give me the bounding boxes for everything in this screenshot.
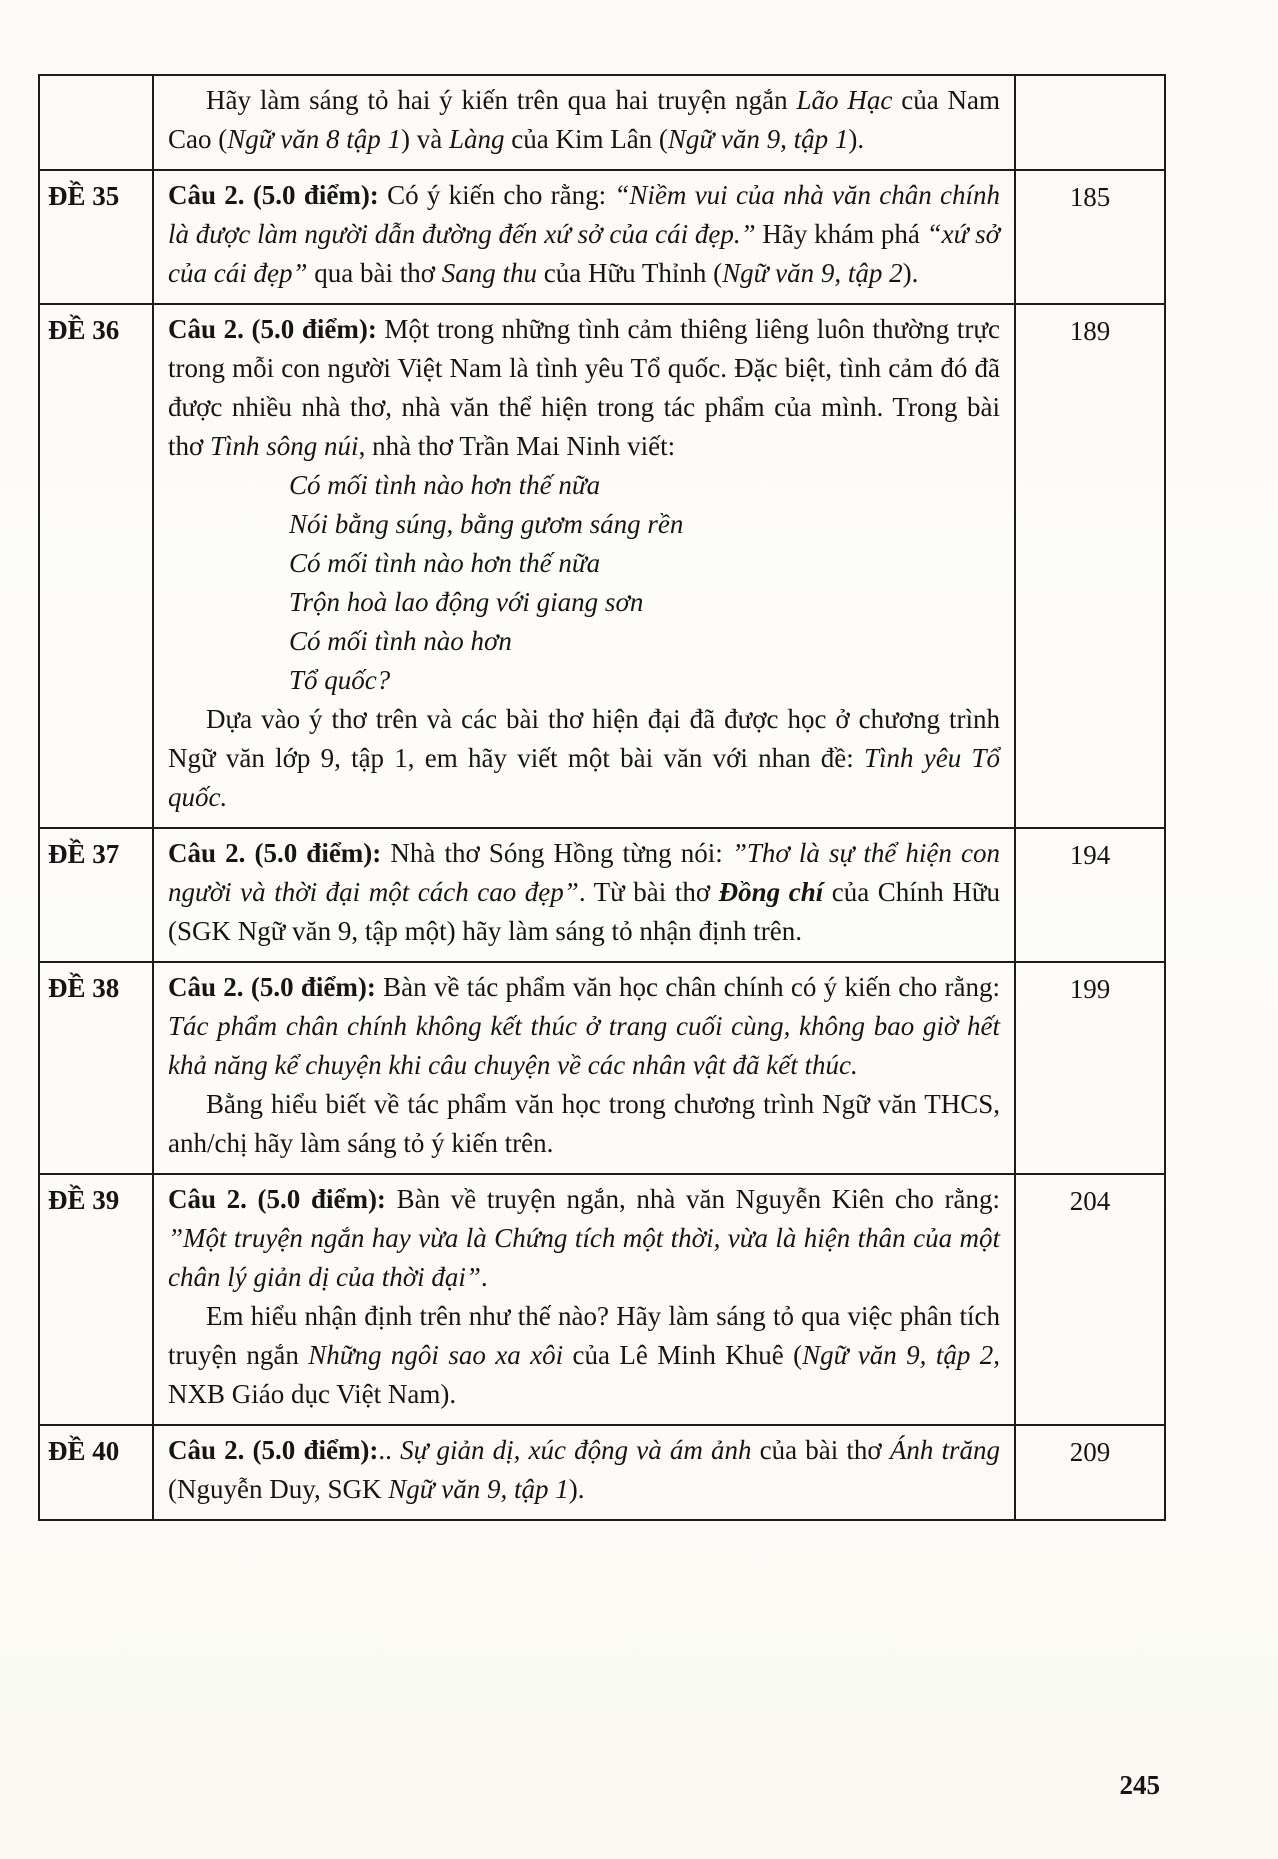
text-segment: . Từ bài thơ [578, 877, 719, 907]
text-segment: ). [902, 258, 919, 288]
text-segment: Những ngôi sao xa xôi [308, 1340, 564, 1370]
text-segment: Đồng chí [718, 877, 824, 907]
text-segment: Hãy làm sáng tỏ hai ý kiến trên qua hai truyện ngắn [206, 85, 797, 115]
text-segment: , nhà thơ Trần Mai Ninh viết: [358, 431, 676, 461]
text-segment: Sự giản dị, xúc động và ám ảnh [400, 1435, 752, 1465]
de-label: ĐỀ 39 [39, 1174, 153, 1425]
question-content [153, 828, 1015, 962]
text-segment: Tác phẩm chân chính không kết thúc ở trang cuối cùng, không bao giờ hết khả năng kể chuyện khi câu chuyện về các nhân vật đã kết thúc. [168, 1011, 1000, 1080]
table-row [39, 1174, 1165, 1425]
text-segment: Lão Hạc [796, 85, 893, 115]
text-segment: Nói bằng súng, bằng gươm sáng rền [289, 509, 684, 539]
text-segment: qua bài thơ [307, 258, 442, 288]
text-segment: Ngữ văn 9, tập 2 [722, 258, 903, 288]
table-row [39, 828, 1165, 962]
page-ref: 209 [1015, 1425, 1165, 1520]
text-segment: của Chính Hữu (SGK Ngữ văn 9, tập một) hãy làm sáng tỏ nhận định trên. [168, 877, 1000, 946]
text-segment: Có ý kiến cho rằng: [387, 180, 615, 210]
text-segment: Ngữ văn 8 tập 1 [227, 124, 401, 154]
text-segment: Ngữ văn 9, tập 2 [802, 1340, 994, 1370]
text-segment: Ngữ văn 9, tập 1 [667, 124, 849, 154]
de-label: ĐỀ 37 [39, 828, 153, 962]
question-content [153, 1174, 1015, 1425]
text-segment: Nhà thơ Sóng Hồng từng nói: [390, 838, 732, 868]
text-segment: Bàn về truyện ngắn, nhà văn Nguyễn Kiên cho rằng: [396, 1184, 1000, 1214]
paragraph [168, 1297, 1000, 1414]
paragraph [168, 700, 1000, 817]
paragraph [168, 834, 1000, 951]
text-segment: Bàn về tác phẩm văn học chân chính có ý kiến cho rằng: [383, 972, 1000, 1002]
footer-page-number: 245 [1119, 1770, 1160, 1800]
text-segment: Một trong những tình cảm thiêng liêng luôn thường trực trong mỗi con người Việt Nam là tình yêu Tổ quốc. Đặc biệt, tình cảm đó đã được nhiều nhà thơ, nhà văn thể hiện trong tác phẩm của mình. Trong bài thơ [168, 314, 1001, 461]
text-segment: Ánh trăng [889, 1435, 1001, 1465]
text-segment: của Lê Minh Khuê ( [563, 1340, 803, 1370]
table-row [39, 1425, 1165, 1520]
text-segment: của Kim Lân ( [504, 124, 668, 154]
text-segment: Trộn hoà lao động với giang sơn [289, 587, 644, 617]
table-row [39, 304, 1165, 828]
verse-line [289, 583, 1000, 622]
de-label: ĐỀ 35 [39, 170, 153, 304]
text-segment: Câu 2. (5.0 điểm): [168, 838, 391, 868]
text-segment: Tình yêu Tổ quốc. [168, 743, 1000, 812]
text-segment: Bằng hiểu biết về tác phẩm văn học trong chương trình Ngữ văn THCS, anh/chị hãy làm sáng tỏ ý kiến trên. [168, 1089, 1000, 1158]
de-label: ĐỀ 36 [39, 304, 153, 828]
verse-line [289, 505, 1000, 544]
question-content [153, 1425, 1015, 1520]
contents-table [38, 74, 1166, 1521]
text-segment: “Niềm vui của nhà văn chân chính là được làm người dẫn đường đến xứ sở của cái đẹp.” [168, 180, 1000, 249]
text-segment: .. [378, 1435, 401, 1465]
table-row [39, 962, 1165, 1174]
text-segment: . [480, 1262, 488, 1292]
table-row [39, 170, 1165, 304]
question-content [153, 75, 1015, 170]
paragraph [168, 81, 1000, 159]
verse-line [289, 622, 1000, 661]
paragraph [168, 1431, 1000, 1509]
text-segment: Ngữ văn 9, tập 1 [388, 1474, 569, 1504]
text-segment: Câu 2. (5.0 điểm): [168, 1184, 397, 1214]
paragraph [168, 310, 1000, 466]
text-segment: Em hiểu nhận định trên như thế nào? Hãy làm sáng tỏ qua việc phân tích truyện ngắn [168, 1301, 1000, 1370]
verse-line [289, 466, 1000, 505]
text-segment: ”Một truyện ngắn hay vừa là Chứng tích một thời, vừa là hiện thân của một chân lý giản dị của thời đại” [168, 1223, 1000, 1292]
text-segment: Hãy khám phá [755, 219, 927, 249]
text-segment: Sang thu [441, 258, 537, 288]
de-label: ĐỀ 38 [39, 962, 153, 1174]
paragraph [168, 968, 1000, 1085]
paragraph [168, 1180, 1000, 1297]
text-segment: , NXB Giáo dục Việt Nam). [168, 1340, 1000, 1409]
de-label [39, 75, 153, 170]
contents-table-body [39, 75, 1165, 1520]
paragraph [168, 176, 1000, 293]
page-ref: 189 [1015, 304, 1165, 828]
question-content [153, 962, 1015, 1174]
text-segment: Tình sông núi [210, 431, 359, 461]
question-content [153, 304, 1015, 828]
page-ref: 185 [1015, 170, 1165, 304]
page-ref: 194 [1015, 828, 1165, 962]
text-segment: Câu 2. (5.0 điểm): [168, 180, 388, 210]
page-ref: 204 [1015, 1174, 1165, 1425]
text-segment: Câu 2. (5.0 điểm): [168, 972, 384, 1002]
page-ref [1015, 75, 1165, 170]
text-segment: Có mối tình nào hơn thế nữa [289, 470, 601, 500]
text-segment: Có mối tình nào hơn [289, 626, 512, 656]
text-segment: Tổ quốc? [289, 665, 391, 695]
verse-line [289, 661, 1000, 700]
de-label: ĐỀ 40 [39, 1425, 153, 1520]
text-segment: ) và [400, 124, 449, 154]
text-segment: Câu 2. (5.0 điểm): [168, 314, 385, 344]
text-segment: của Hữu Thỉnh ( [537, 258, 723, 288]
verse-line [289, 544, 1000, 583]
text-segment: ). [568, 1474, 585, 1504]
page-ref: 199 [1015, 962, 1165, 1174]
text-segment: Làng [448, 124, 505, 154]
text-segment: ). [848, 124, 865, 154]
text-segment: Câu 2. (5.0 điểm): [168, 1435, 379, 1465]
text-segment: Dựa vào ý thơ trên và các bài thơ hiện đại đã được học ở chương trình Ngữ văn lớp 9, tập 1, em hãy viết một bài văn với nhan đề: [168, 704, 1000, 773]
question-content [153, 170, 1015, 304]
text-segment: ”Thơ là sự thể hiện con người và thời đại một cách cao đẹp” [168, 838, 1000, 907]
paragraph [168, 1085, 1000, 1163]
text-segment: của bài thơ [751, 1435, 890, 1465]
text-segment: “xứ sở của cái đẹp” [168, 219, 1000, 288]
text-segment: Có mối tình nào hơn thế nữa [289, 548, 601, 578]
text-segment: của Nam Cao ( [168, 85, 1001, 154]
text-segment: (Nguyễn Duy, SGK [168, 1474, 389, 1504]
table-row [39, 75, 1165, 170]
